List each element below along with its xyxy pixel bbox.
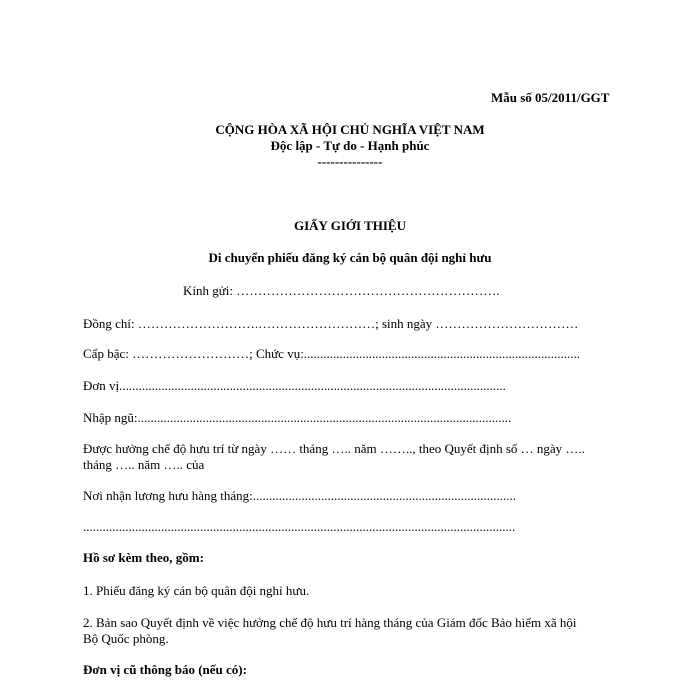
- document-title: GIẤY GIỚI THIỆU: [294, 218, 406, 233]
- header-divider: ---------------: [317, 154, 383, 169]
- dong-chi-field: Đồng chí: ……………………….………………………; sinh ngày ……………………………: [83, 316, 579, 331]
- attachment-item-2-line1: 2. Bản sao Quyết định về việc hưởng chế độ hưu trí hàng tháng của Giám đốc Bảo hiểm xã hội: [83, 615, 577, 630]
- duoc-huong-line2: tháng ….. năm ….. của: [83, 457, 205, 472]
- motto: Độc lập - Tự do - Hạnh phúc: [270, 138, 430, 153]
- form-number: Mẫu số 05/2011/GGT: [491, 90, 610, 105]
- don-vi-field: Đơn vị.......................................................................................................................: [83, 378, 506, 393]
- kinh-gui-field: Kính gửi: …………………………………………………….: [183, 283, 500, 298]
- old-unit-heading: Đơn vị cũ thông báo (nếu có):: [83, 662, 247, 677]
- cap-bac-field: Cấp bậc: ………………………; Chức vụ:.....................................................................................: [83, 346, 581, 361]
- attachment-item-1: 1. Phiếu đăng ký cán bộ quân đội nghỉ hưu.: [83, 583, 310, 598]
- document-subtitle: Di chuyển phiếu đăng ký cán bộ quân đội nghỉ hưu: [208, 250, 492, 265]
- blank-line: .....................................................................................................................................: [83, 519, 516, 534]
- duoc-huong-line1: Được hưởng chế độ hưu trí từ ngày …… tháng ….. năm …….., theo Quyết định số … ngày …..: [83, 441, 585, 456]
- attachments-heading: Hồ sơ kèm theo, gồm:: [83, 550, 204, 565]
- attachment-item-2-line2: Bộ Quốc phòng.: [83, 631, 169, 646]
- nhap-ngu-field: Nhập ngũ:...................................................................................................................: [83, 410, 512, 425]
- country-header: CỘNG HÒA XÃ HỘI CHỦ NGHĨA VIỆT NAM: [215, 122, 485, 137]
- noi-nhan-field: Nơi nhận lương hưu hàng tháng:.................................................................................: [83, 488, 516, 503]
